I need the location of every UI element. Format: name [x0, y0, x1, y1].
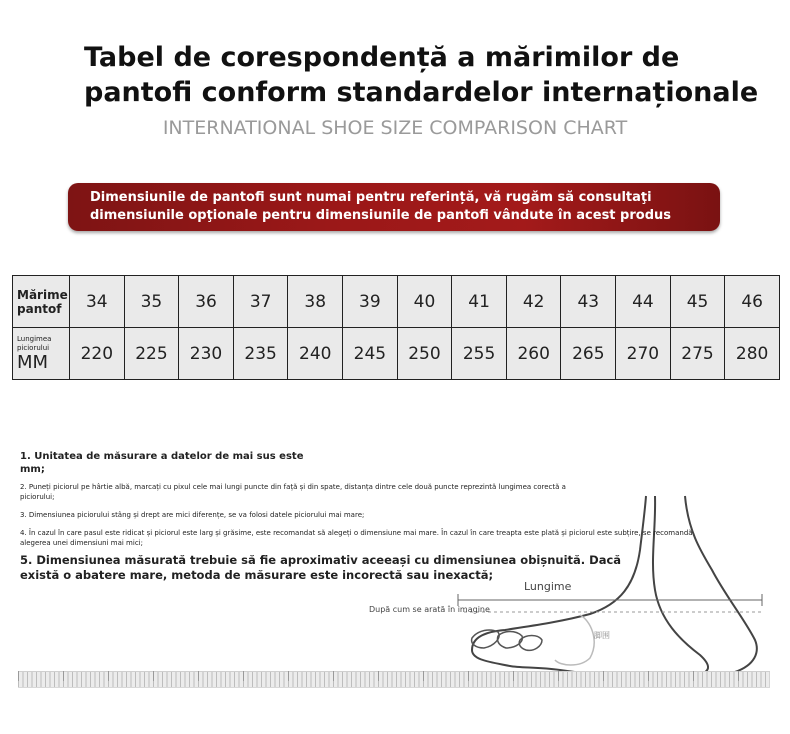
notice-banner-text: Dimensiunile de pantofi sunt numai pentru referință, vă rugăm să consultaţi dimensiunile opţionale pentru dimensiunile de pantofi vândute în acest produs: [90, 190, 671, 223]
length-cell: 275: [670, 328, 725, 380]
row-header-shoe-size-label: Mărime pantof: [17, 287, 68, 316]
size-cell: 37: [233, 276, 288, 328]
row-header-foot-length-unit: MM: [17, 351, 49, 373]
row-header-shoe-size: [13, 276, 70, 328]
length-cell: 255: [452, 328, 507, 380]
length-cell: 225: [124, 328, 179, 380]
foot-circumference-mark: 脚围: [594, 631, 610, 640]
size-cell: 46: [725, 276, 780, 328]
size-cell: 44: [616, 276, 671, 328]
notice-banner: [68, 183, 720, 231]
size-cell: 39: [343, 276, 398, 328]
length-cell: 265: [561, 328, 616, 380]
size-cell: 34: [70, 276, 125, 328]
note-4: 4. În cazul în care pasul este ridicat și piciorul este larg și grăsime, este recomandat să alegeți o dimensiune mai mare. În cazul în care treapta este plată și piciorul este subțire, se recomandă alegerea unei dimensiuni mai mici;: [20, 529, 693, 547]
length-cell: 245: [343, 328, 398, 380]
note-2: 2. Puneți piciorul pe hârtie albă, marcați cu pixul cele mai lungi puncte din față și din spate, distanța dintre cele două puncte reprezintă lungimea corectă a piciorului;: [20, 483, 566, 501]
note-3: 3. Dimensiunea piciorului stâng și drept are mici diferențe, se va folosi datele piciorului mai mare;: [20, 511, 365, 519]
length-cell: 270: [616, 328, 671, 380]
size-cell: 42: [506, 276, 561, 328]
page-subtitle: INTERNATIONAL SHOE SIZE COMPARISON CHART: [162, 117, 628, 139]
size-cell: 45: [670, 276, 725, 328]
length-cell: 230: [179, 328, 234, 380]
length-cell: 280: [725, 328, 780, 380]
row-header-foot-length: [13, 328, 70, 380]
length-cell: 235: [233, 328, 288, 380]
table-row-shoe-size: [13, 276, 780, 328]
size-cell: 40: [397, 276, 452, 328]
row-header-foot-length-label: Lungimea piciorului: [17, 334, 52, 352]
size-table: [12, 275, 780, 380]
length-cell: 250: [397, 328, 452, 380]
size-cell: 43: [561, 276, 616, 328]
length-label: Lungime: [524, 580, 572, 593]
length-cell: 260: [506, 328, 561, 380]
size-cell: 36: [179, 276, 234, 328]
size-cell: 38: [288, 276, 343, 328]
table-row-foot-length: [13, 328, 780, 380]
as-shown-label: După cum se arată în imagine: [369, 605, 490, 614]
length-cell: 240: [288, 328, 343, 380]
measurement-notes: [20, 450, 720, 583]
note-5: 5. Dimensiunea măsurată trebuie să fie aproximativ aceeași cu dimensiunea obișnuită. Dacă există o abatere mare, metoda de măsurare este incorectă sau inexactă;: [20, 553, 622, 582]
size-cell: 35: [124, 276, 179, 328]
length-cell: 220: [70, 328, 125, 380]
size-cell: 41: [452, 276, 507, 328]
page-title: Tabel de corespondență a mărimilor de pantofi conform standardelor internaționale: [84, 42, 759, 108]
note-1: 1. Unitatea de măsurare a datelor de mai sus este mm;: [20, 451, 304, 475]
ruler-major-ticks: [18, 671, 770, 681]
